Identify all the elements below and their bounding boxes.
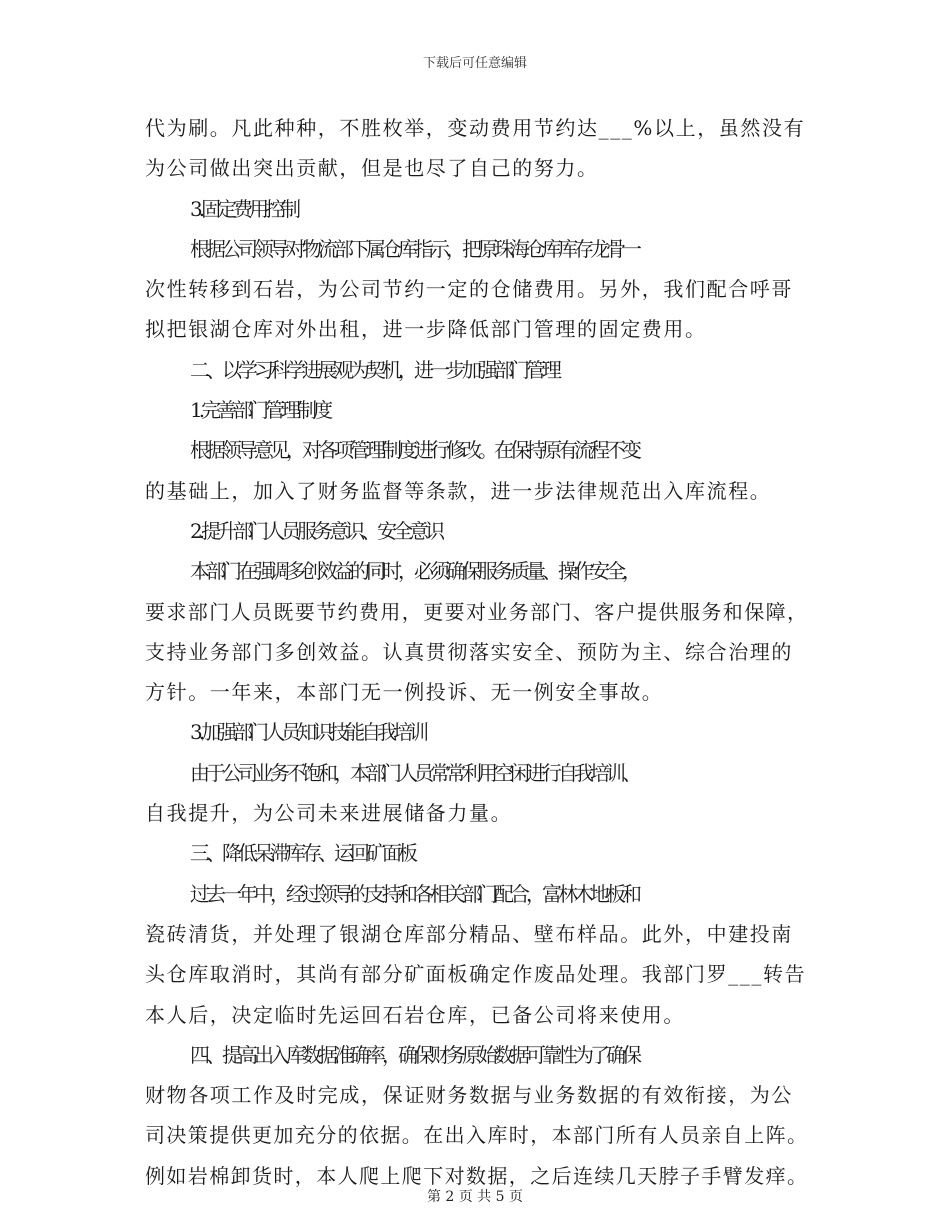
- text-line: 由于公司业务不饱和，本部门人员常常利用空闲进行自我培训、: [190, 760, 638, 785]
- text-line: 的基础上，加入了财务监督等条款，进一步法律规范出入库流程。: [145, 478, 772, 503]
- document-body: [145, 108, 810, 1196]
- page-header: 下载后可任意编辑: [422, 56, 527, 71]
- text-line: 财物各项工作及时完成，保证财务数据与业务数据的有效衔接，为公: [145, 1083, 793, 1108]
- text-line: 四、提高出入库数据准确率，确保财务原始数据可靠性为了确保: [190, 1042, 638, 1067]
- text-line: 代为刷。凡此种种，不胜枚举，变动费用节约达___%以上，虽然没有: [145, 116, 806, 140]
- text-line: 3.固定费用控制: [190, 196, 298, 221]
- text-line: 本人后，决定临时先运回石岩仓库，已备公司将来使用。: [145, 1002, 685, 1027]
- text-line: 要求部门人员既要节约费用，更要对业务部门、客户提供服务和保障，: [145, 599, 809, 624]
- text-line: 支持业务部门多创效益。认真贯彻落实安全、预防为主、综合治理的: [145, 639, 793, 664]
- text-line: 头仓库取消时，其尚有部分矿面板确定作废品处理。我部门罗___转告: [145, 962, 807, 987]
- text-line: 拟把银湖仓库对外出租，进一步降低部门管理的固定费用。: [145, 317, 707, 342]
- text-line: 方针。一年来，本部门无一例投诉、无一例安全事故。: [145, 680, 664, 705]
- text-line: 为公司做出突出贡献，但是也尽了自己的努力。: [145, 156, 599, 181]
- text-line: 过去一年中，经过领导的支持和各相关部门配合，富林木地板和: [190, 881, 638, 906]
- text-line: 次性转移到石岩，为公司节约一定的仓储费用。另外，我们配合呼哥: [145, 277, 793, 302]
- text-line: 根据公司领导对物流部下属仓库指示，把原珠海仓库库存龙骨一: [190, 236, 638, 261]
- text-line: 3.加强部门人员知识技能自我培训: [190, 720, 426, 745]
- text-line: 司决策提供更加充分的依据。在出入库时，本部门所有人员亲自上阵。: [145, 1123, 809, 1148]
- text-line: 二、以学习科学进展观为契机，进一步加强部门管理: [190, 357, 558, 382]
- text-line: 根据领导意见，对各项管理制度进行修改。在保持原有流程不变: [190, 438, 638, 463]
- text-line: 例如岩棉卸货时，本人爬上爬下对数据，之后连续几天脖子手臂发痒。: [145, 1163, 809, 1188]
- text-line: 1.完善部门管理制度: [190, 398, 330, 423]
- text-line: 三、降低呆滞库存、运回矿面板: [190, 841, 414, 866]
- text-line: 自我提升，为公司未来进展储备力量。: [145, 801, 513, 826]
- text-line: 瓷砖清货，并处理了银湖仓库部分精品、壁布样品。此外，中建投南: [145, 921, 793, 946]
- page-footer: 第 2 页 共 5 页: [426, 1189, 524, 1205]
- text-line: 本部门在强调多创效益的同时，必须确保服务质量、操作安全，: [190, 559, 638, 584]
- text-line: 2.提升部门人员服务意识、安全意识: [190, 518, 442, 543]
